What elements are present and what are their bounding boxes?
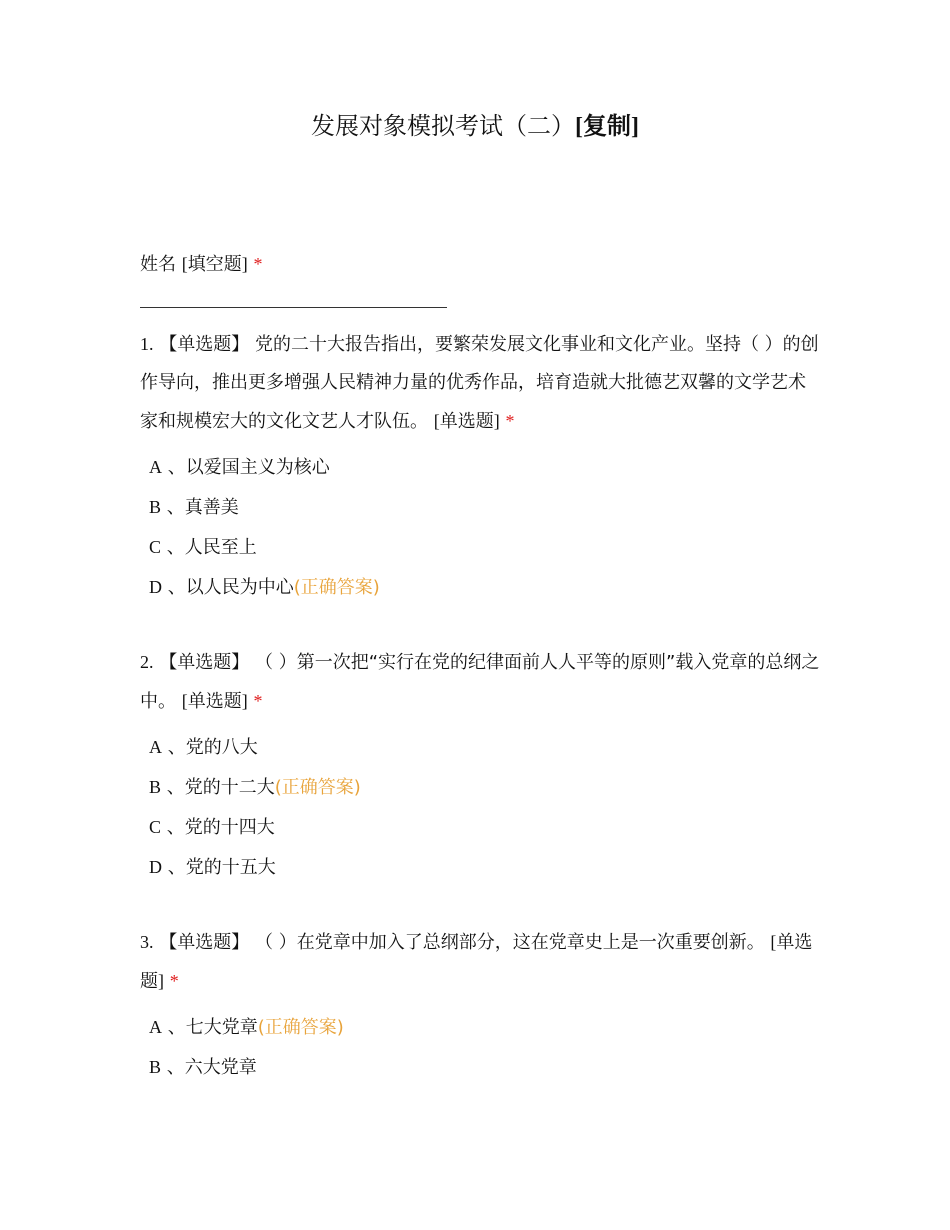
option-letter: A — [149, 737, 162, 757]
question-1-option-c[interactable] — [149, 535, 257, 560]
option-letter: D — [149, 577, 162, 597]
option-separator: 、 — [166, 1057, 185, 1078]
question-1 — [140, 325, 820, 441]
option-text: 以爱国主义为核心 — [185, 457, 330, 478]
question-body: （ ）第一次把“实行在党的纪律面前人人平等的原则”载入党章的总纲之中。 — [140, 652, 820, 712]
name-label: 姓名 — [140, 254, 176, 275]
question-type-label: [单选题] — [181, 691, 248, 711]
question-3-option-a[interactable] — [149, 1015, 344, 1040]
document-title-main: 发展对象模拟考试（二） — [311, 112, 575, 140]
question-3-option-b[interactable] — [149, 1055, 257, 1080]
document-title-suffix: [复制] — [575, 114, 639, 140]
question-type-label: [单选题] — [140, 932, 813, 991]
question-type-label: [填空题] — [181, 254, 248, 274]
question-number: 1. — [140, 334, 154, 354]
option-letter: B — [149, 777, 162, 797]
question-2-option-a[interactable] — [149, 735, 258, 760]
option-text: 党的十五大 — [185, 857, 276, 878]
question-body: 党的二十大报告指出，要繁荣发展文化事业和文化产业。坚持（ ）的创作导向，推出更多增强人民精神力量的优秀作品，培育造就大批德艺双馨的文学艺术家和规模宏大的文化文艺人才队伍。 — [140, 334, 819, 432]
option-text: 真善美 — [184, 497, 239, 518]
question-number: 2. — [140, 652, 154, 672]
question-2-option-b[interactable] — [149, 775, 361, 800]
option-letter: A — [149, 457, 162, 477]
option-text: 党的十四大 — [184, 817, 275, 838]
correct-answer-note: (正确答案) — [274, 777, 361, 798]
option-separator: 、 — [167, 577, 186, 598]
required-mark: * — [505, 411, 515, 431]
option-letter: A — [149, 1017, 162, 1037]
option-text: 以人民为中心 — [185, 577, 294, 598]
question-type-label: [单选题] — [433, 411, 500, 431]
option-separator: 、 — [166, 817, 185, 838]
option-separator: 、 — [166, 537, 185, 558]
question-3-text — [140, 923, 820, 1001]
name-answer-line[interactable] — [140, 307, 447, 308]
required-mark: * — [253, 254, 263, 274]
name-question-text — [140, 245, 820, 284]
required-mark: * — [169, 971, 179, 991]
option-letter: C — [149, 817, 162, 837]
option-separator: 、 — [167, 737, 186, 758]
question-1-text — [140, 325, 820, 441]
question-1-option-b[interactable] — [149, 495, 239, 520]
option-letter: B — [149, 1057, 162, 1077]
question-2-option-d[interactable] — [149, 855, 276, 880]
question-3 — [140, 923, 820, 1001]
option-text: 党的十二大 — [184, 777, 275, 798]
correct-answer-note: (正确答案) — [257, 1017, 344, 1038]
option-text: 人民至上 — [184, 537, 257, 558]
required-mark: * — [253, 691, 263, 711]
question-2 — [140, 643, 820, 721]
option-letter: C — [149, 537, 162, 557]
question-2-option-c[interactable] — [149, 815, 275, 840]
question-number: 3. — [140, 932, 154, 952]
question-tag: 【单选题】 — [159, 932, 250, 953]
option-text: 六大党章 — [184, 1057, 257, 1078]
option-separator: 、 — [166, 497, 185, 518]
option-letter: B — [149, 497, 162, 517]
question-2-text — [140, 643, 820, 721]
option-text: 七大党章 — [185, 1017, 258, 1038]
option-separator: 、 — [167, 1017, 186, 1038]
option-separator: 、 — [167, 457, 186, 478]
document-title — [0, 110, 950, 143]
question-body: （ ）在党章中加入了总纲部分，这在党章史上是一次重要创新。 — [254, 932, 765, 953]
question-tag: 【单选题】 — [159, 334, 250, 355]
option-text: 党的八大 — [185, 737, 258, 758]
question-1-option-d[interactable] — [149, 575, 380, 600]
question-tag: 【单选题】 — [159, 652, 250, 673]
option-letter: D — [149, 857, 162, 877]
correct-answer-note: (正确答案) — [293, 577, 380, 598]
name-question — [140, 245, 820, 284]
question-1-option-a[interactable] — [149, 455, 330, 480]
option-separator: 、 — [167, 857, 186, 878]
option-separator: 、 — [166, 777, 185, 798]
